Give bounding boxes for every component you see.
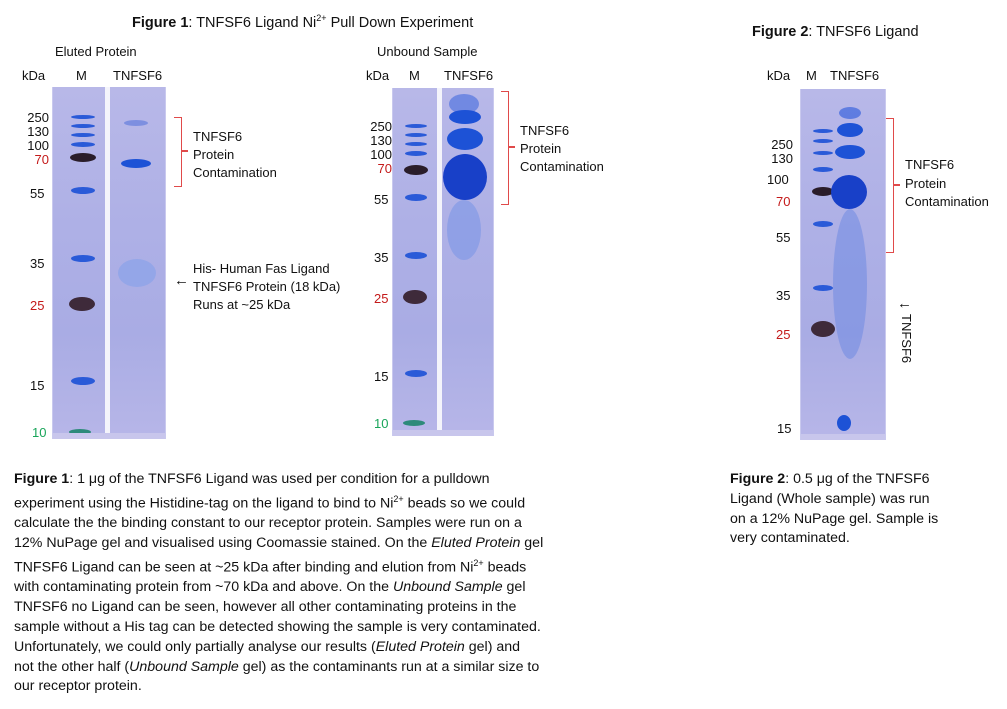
fig2-bracket-label: TNFSF6 Protein Contamination [905,157,989,209]
ladder-label: 25 [30,298,45,313]
unbound-col-kda: kDa [366,68,390,83]
ladder-label: 35 [374,250,389,265]
ladder-label: 15 [777,421,792,436]
fig2-col-m: M [806,68,817,83]
ladder-label: 35 [30,256,45,271]
ladder-label: 70 [377,161,392,176]
figure2-title: Figure 2: TNFSF6 Ligand [752,24,919,40]
ladder-label: 10 [374,416,389,431]
unbound-bracket-label: TNFSF6 Protein Contamination [520,123,604,174]
eluted-col-m: M [76,68,87,83]
ladder-label: 35 [776,288,791,303]
fig2-contamination-bracket [886,118,894,253]
eluted-contamination-bracket [174,117,182,187]
ladder-label: 25 [776,327,791,342]
figure2-caption: Figure 2: 0.5 μg of the TNFSF6 Ligand (Whole sample) was run on a 12% NuPage gel. Sample is very contaminated. [730,471,939,547]
left-arrow-icon: ← [897,295,912,312]
unbound-gel-image [392,88,494,436]
ladder-label: 15 [374,369,389,384]
eluted-panel-title: Eluted Protein [55,44,137,59]
fig2-arrow-label: TNFSF6 [899,314,914,364]
unbound-ladder-labels [357,120,392,176]
unbound-col-m: M [409,68,420,83]
ladder-label: 10 [32,425,47,440]
ladder-label: 55 [374,192,389,207]
figure1-caption: Figure 1: 1 μg of the TNFSF6 Ligand was used per condition for a pulldown experiment using the Histidine-tag on the ligand to bind to $Ni^{2+}$ beads so we could calculate the the binding constant to our receptor protein. Samples were run on a 12% NuPage gel and visualised using Coomassie stained. On the Eluted Protein gel TNFSF6 Ligand can be seen at ~25 kDa after binding and elution from $Ni^{2+}$ beads with contaminating protein from ~70 kDa and above. On the Unbound Sample gel TNFSF6 no Ligand can be seen, however all other contaminating proteins in the sample without a His tag can be detected showing the sample is very contaminated. Unfortunately, we could only partially analyse our results (Eluted Protein gel) and not the other half (Unbound Sample gel) as the contaminants run at a similar size to our receptor protein. [14,471,544,695]
ladder-label: 250 [370,119,392,134]
unbound-col-sample: TNFSF6 [444,68,494,83]
unbound-contamination-bracket [501,91,509,205]
figure1-title: Figure 1: TNFSF6 Ligand $Ni^{2+}$ Pull Down Experiment [132,13,474,31]
eluted-gel-image [52,87,166,439]
ladder-label: 55 [30,186,45,201]
ladder-label: 70 [776,194,791,209]
fig2-ladder-labels [758,138,793,166]
eluted-bracket-label: TNFSF6 Protein Contamination [193,129,277,180]
ladder-label: 100 [27,138,49,153]
left-arrow-icon: ← [174,272,189,289]
unbound-panel-title: Unbound Sample [377,44,478,59]
ladder-label: 100 [767,172,789,187]
fig2-gel-image [800,89,886,440]
eluted-arrow-label: His- Human Fas Ligand TNFSF6 Protein (18 kDa) Runs at ~25 kDa [193,261,341,312]
ladder-label: 250 [771,137,793,152]
ladder-label: 70 [34,152,49,167]
ladder-label: 130 [771,151,793,166]
ladder-label: 55 [776,230,791,245]
eluted-ladder-labels [14,111,49,167]
eluted-col-sample: TNFSF6 [113,68,163,83]
ladder-label: 130 [27,124,49,139]
ladder-label: 100 [370,147,392,162]
ladder-label: 250 [27,110,49,125]
fig2-col-sample: TNFSF6 [830,68,880,83]
ladder-label: 15 [30,378,45,393]
eluted-col-kda: kDa [22,68,46,83]
ladder-label: 130 [370,133,392,148]
ladder-label: 25 [374,291,389,306]
fig2-col-kda: kDa [767,68,791,83]
